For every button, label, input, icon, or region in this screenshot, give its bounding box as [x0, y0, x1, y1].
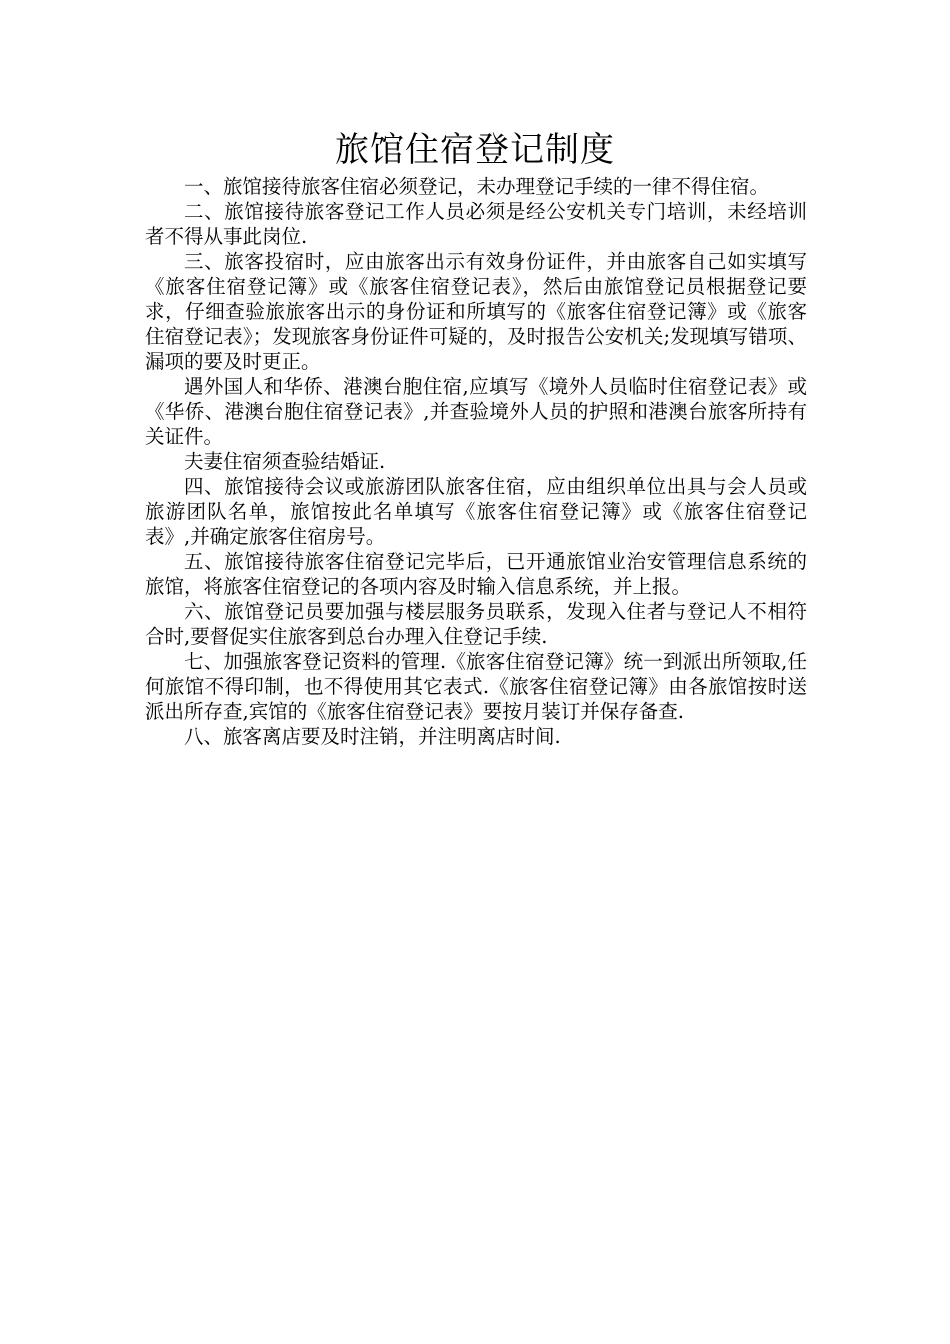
paragraph-4: 遇外国人和华侨、港澳台胞住宿,应填写《境外人员临时住宿登记表》或《华侨、港澳台胞住宿登记表》,并查验境外人员的护照和港澳台旅客所持有关证件。 — [145, 375, 807, 448]
paragraph-2: 二、旅馆接待旅客登记工作人员必须是经公安机关专门培训，未经培训者不得从事此岗位. — [145, 200, 807, 248]
paragraph-3: 三、旅客投宿时，应由旅客出示有效身份证件，并由旅客自己如实填写《旅客住宿登记簿》或《旅客住宿登记表》，然后由旅馆登记员根据登记要求，仔细查验旅旅客出示的身份证和所填写的《旅客住宿登记簿》或《旅客住宿登记表》；发现旅客身份证件可疑的，及时报告公安机关;发现填写错项、漏项的要及时更正。 — [145, 250, 807, 373]
paragraph-1: 一、旅馆接待旅客住宿必须登记，未办理登记手续的一律不得住宿。 — [184, 175, 770, 198]
paragraph-8: 六、旅馆登记员要加强与楼层服务员联系，发现入住者与登记人不相符合时,要督促实住旅客到总台办理入住登记手续. — [145, 600, 807, 648]
document-body — [145, 174, 807, 749]
paragraph-7: 五、旅馆接待旅客住宿登记完毕后，已开通旅馆业治安管理信息系统的旅馆，将旅客住宿登记的各项内容及时输入信息系统，并上报。 — [145, 550, 807, 598]
paragraph-6: 四、旅馆接待会议或旅游团队旅客住宿，应由组织单位出具与会人员或旅游团队名单，旅馆按此名单填写《旅客住宿登记簿》或《旅客住宿登记表》,并确定旅客住宿房号。 — [145, 475, 807, 548]
paragraph-9: 七、加强旅客登记资料的管理.《旅客住宿登记簿》统一到派出所领取,任何旅馆不得印制，也不得使用其它表式.《旅客住宿登记簿》由各旅馆按时送派出所存查,宾馆的《旅客住宿登记表》要按月装订并保存备查. — [145, 650, 807, 723]
paragraph-5: 夫妻住宿须查验结婚证. — [184, 450, 386, 473]
document-title: 旅馆住宿登记制度 — [335, 130, 615, 170]
paragraph-10: 八、旅客离店要及时注销，并注明离店时间. — [184, 725, 561, 748]
